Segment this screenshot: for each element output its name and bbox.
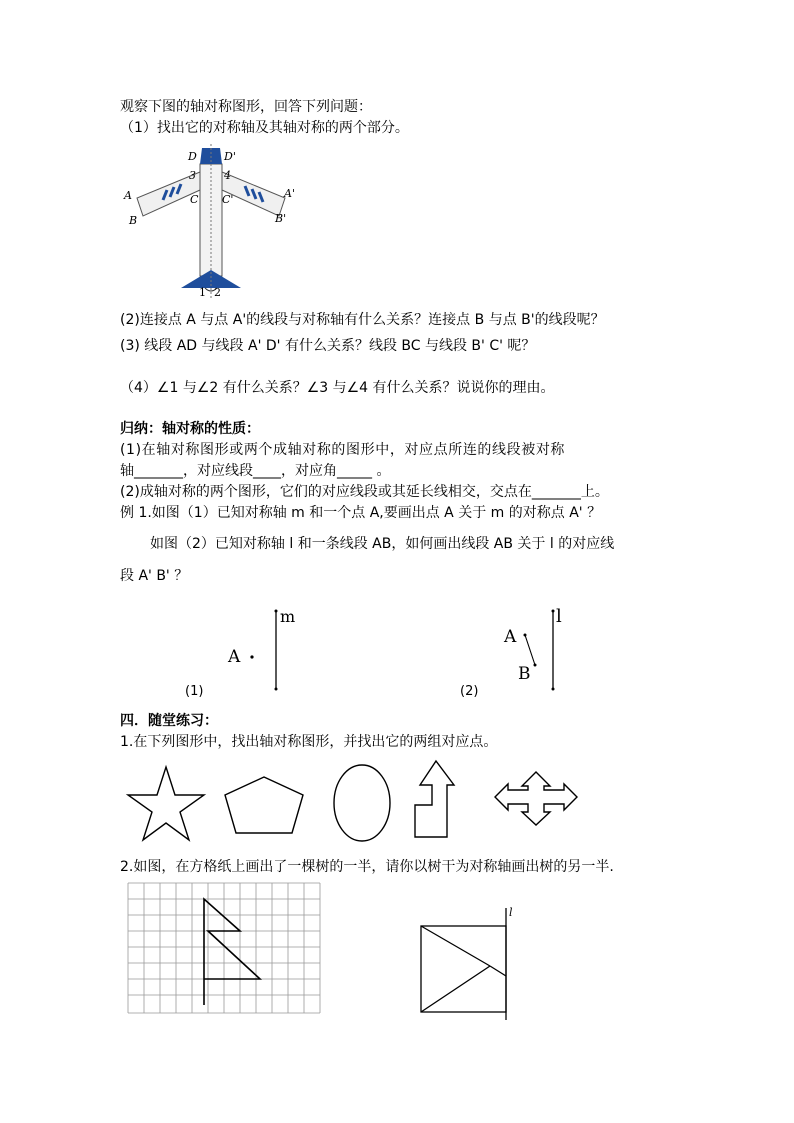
cross-arrow-shape xyxy=(495,772,577,825)
question-4: （4）∠1 与∠2 有什么关系？∠3 与∠4 有什么关系？说说你的理由。 xyxy=(120,380,555,396)
arrow-shape xyxy=(415,761,454,837)
example-line2: 如图（2）已知对称轴 l 和一条线段 AB，如何画出线段 AB 关于 l 的对应线 xyxy=(150,536,615,552)
ellipse-shape xyxy=(334,765,390,841)
label-A-prime: A' xyxy=(284,187,295,200)
question-3: (3) 线段 AD 与线段 A' D' 有什么关系？线段 BC 与线段 B' C' 呢？ xyxy=(120,338,536,354)
fig2-label-A: A xyxy=(504,627,517,647)
practice-title: 四．随堂练习： xyxy=(120,713,218,729)
summary-p2: (2)成轴对称的两个图形，它们的对应线段或其延长线相交，交点在_______上。 xyxy=(120,484,609,500)
practice-q2: 2.如图，在方格纸上画出了一棵树的一半，请你以树干为对称轴画出树的另一半. xyxy=(120,859,614,875)
label-4: 4 xyxy=(224,169,231,182)
question-2: (2)连接点 A 与点 A'的线段与对称轴有什么关系？连接点 B 与点 B'的线段呢？ xyxy=(120,312,605,328)
fig1-label-A: A xyxy=(228,647,241,667)
fig2-label-B: B xyxy=(518,664,531,684)
pentagon-shape xyxy=(225,777,303,833)
fig1-label-m: m xyxy=(280,607,296,626)
label-3: 3 xyxy=(189,169,196,182)
grid-fig-label-l: l xyxy=(509,906,513,919)
label-C: C xyxy=(190,193,199,206)
summary-title: 归纳：轴对称的性质： xyxy=(120,421,260,437)
label-D-prime: D' xyxy=(224,150,236,163)
label-B: B xyxy=(129,214,138,227)
summary-p1a: (1)在轴对称图形或两个成轴对称的图形中，对应点所连的线段被对称 xyxy=(120,442,566,458)
star-shape xyxy=(128,767,204,840)
example-line1: 例 1.如图（1）已知对称轴 m 和一个点 A,要画出点 A 关于 m 的对称点 A' ？ xyxy=(120,505,602,521)
label-2: 2 xyxy=(214,286,221,299)
fig2-label-l: l xyxy=(556,606,562,627)
grid-figure xyxy=(126,880,322,1016)
fig2-caption: (2) xyxy=(460,684,479,699)
fig1-caption: (1) xyxy=(185,684,204,699)
square-triangle-figure xyxy=(415,908,525,1023)
example-line3: 段 A' B' ？ xyxy=(120,568,189,584)
shapes-row xyxy=(120,755,590,845)
question-1: （1）找出它的对称轴及其轴对称的两个部分。 xyxy=(120,120,409,136)
label-B-prime: B' xyxy=(275,212,287,225)
label-A: A xyxy=(124,189,132,202)
summary-p1b: 轴_______，对应线段____，对应角_____ 。 xyxy=(120,463,391,479)
label-C-prime: C' xyxy=(222,193,234,206)
practice-q1: 1.在下列图形中，找出轴对称图形，并找出它的两组对应点。 xyxy=(120,734,498,750)
label-1: 1 xyxy=(199,286,206,299)
label-D: D xyxy=(188,150,197,163)
intro-line: 观察下图的轴对称图形，回答下列问题： xyxy=(120,99,372,115)
